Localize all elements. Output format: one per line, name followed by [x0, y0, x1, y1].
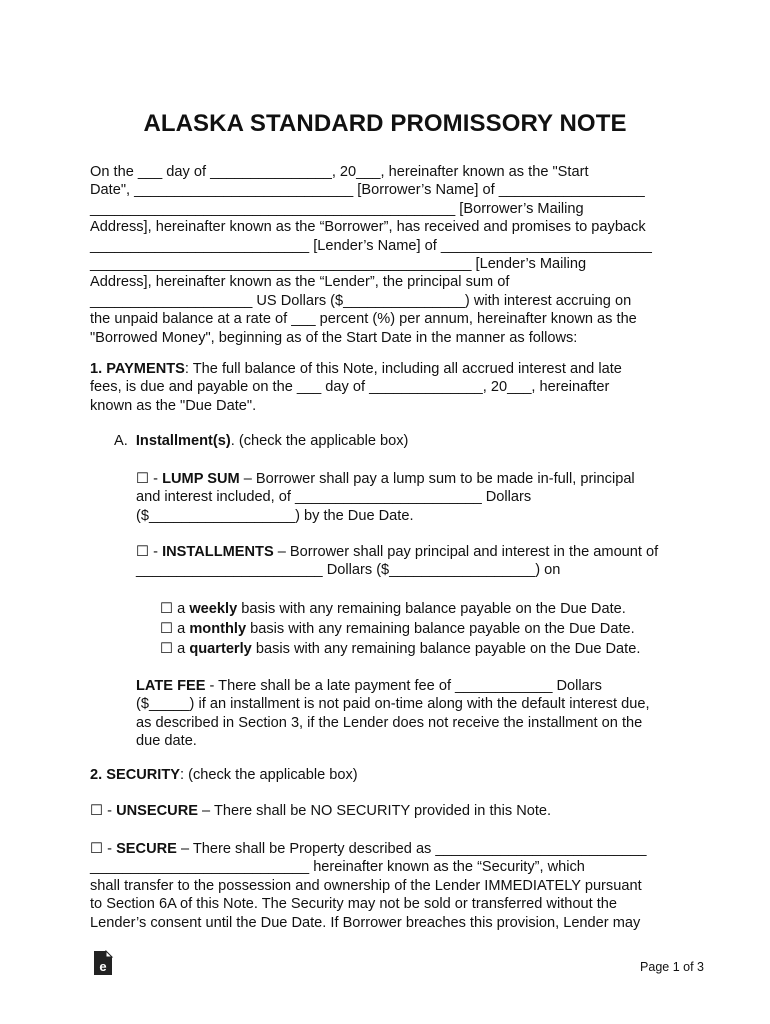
quarterly-checkbox[interactable]: ☐ — [160, 641, 174, 657]
lump-sum-text: and interest included, of _______________________ Dollars — [136, 489, 532, 506]
payments-heading: 1. PAYMENTS — [90, 361, 185, 377]
payments-text: : The full balance of this Note, including all accrued interest and late — [184, 361, 622, 377]
payments-text: fees, is due and payable on the ___ day of ______________, 20___, hereinafter — [90, 379, 610, 396]
unsecure-label: UNSECURE — [116, 803, 198, 819]
intro-line: _______________________________________________ [Lender’s Mailing — [90, 255, 587, 272]
intro-line: ____________________ US Dollars ($_______________) with interest accruing on — [90, 292, 632, 309]
weekly-checkbox[interactable]: ☐ — [160, 601, 174, 617]
intro-line: _____________________________________________ [Borrower’s Mailing — [90, 200, 584, 217]
lump-sum-option: ☐ - LUMP SUM – Borrower shall pay a lump sum to be made in-full, principal and interest included, of _______________________ Dollars ($__________________) by the Due Date. — [136, 470, 736, 525]
lump-sum-text: ($__________________) by the Due Date. — [136, 507, 414, 524]
intro-line: the unpaid balance at a rate of ___ percent (%) per annum, hereinafter known as the — [90, 311, 637, 328]
secure-text: to Section 6A of this Note. The Security may not be sold or transferred without the — [90, 896, 618, 913]
late-fee-label: LATE FEE — [136, 678, 206, 694]
document-title: ALASKA STANDARD PROMISSORY NOTE — [143, 110, 627, 137]
secure-text: – There shall be Property described as __________________________ — [176, 841, 647, 857]
installments-heading-row — [114, 432, 714, 450]
secure-option: ☐ - SECURE – There shall be Property described as __________________________ ___________________________ hereinafter known as the “Security”, which shall transfer to the possession and ownership of the Lender IMMEDIATELY pursuant to Section 6A of this Note. The Security may not be sold or transferred without the Lender’s consent until the Due Date. If Borrower breaches this provision, Lender may — [90, 840, 690, 932]
frequency-options — [160, 600, 760, 660]
installments-prefix: A. — [114, 433, 128, 449]
security-heading: 2. SECURITY — [90, 767, 181, 783]
payments-section — [90, 360, 690, 415]
late-fee-text: - There shall be a late payment fee of ____________ Dollars — [205, 678, 602, 694]
security-heading-text: : (check the applicable box) — [180, 767, 358, 783]
lump-sum-text: – Borrower shall pay a lump sum to be made in-full, principal — [239, 471, 635, 487]
installments-checkbox[interactable]: ☐ — [136, 544, 150, 560]
unsecure-option: ☐ - UNSECURE – There shall be NO SECURITY provided in this Note. — [90, 803, 552, 819]
lump-sum-label: LUMP SUM — [162, 471, 240, 487]
frequency-weekly: ☐ a weekly basis with any remaining balance payable on the Due Date. — [160, 601, 626, 617]
frequency-quarterly: ☐ a quarterly basis with any remaining balance payable on the Due Date. — [160, 641, 641, 657]
late-fee-section — [136, 677, 736, 751]
installments-text: – Borrower shall pay principal and interest in the amount of — [273, 544, 659, 560]
secure-text: Lender’s consent until the Due Date. If Borrower breaches this provision, Lender may — [90, 914, 641, 931]
intro-line: "Borrowed Money", beginning as of the Start Date in the manner as follows: — [90, 329, 578, 346]
svg-text:e: e — [99, 959, 107, 974]
late-fee-text: ($_____) if an installment is not paid on-time along with the default interest due, — [136, 696, 650, 713]
monthly-checkbox[interactable]: ☐ — [160, 621, 174, 637]
installments-text: _______________________ Dollars ($__________________) on — [136, 562, 561, 579]
installments-label: INSTALLMENTS — [162, 544, 274, 560]
installments-heading: Installment(s) — [135, 433, 231, 449]
frequency-monthly: ☐ a monthly basis with any remaining balance payable on the Due Date. — [160, 621, 635, 637]
secure-text: shall transfer to the possession and ownership of the Lender IMMEDIATELY pursuant — [90, 877, 642, 894]
late-fee-text: due date. — [136, 733, 197, 750]
secure-label: SECURE — [116, 841, 177, 857]
unsecure-checkbox[interactable]: ☐ — [90, 803, 104, 819]
payments-text: known as the "Due Date". — [90, 397, 257, 414]
intro-line: Address], hereinafter known as the “Borrower”, has received and promises to payback — [90, 219, 646, 236]
intro-line: Address], hereinafter known as the “Lender”, the principal sum of — [90, 274, 510, 291]
secure-checkbox[interactable]: ☐ — [90, 841, 104, 857]
intro-paragraph — [90, 163, 690, 347]
installments-option: ☐ - INSTALLMENTS – Borrower shall pay principal and interest in the amount of _______________________ Dollars ($__________________) on — [136, 543, 736, 580]
installments-heading-text: . (check the applicable box) — [230, 433, 409, 449]
lump-sum-checkbox[interactable]: ☐ — [136, 471, 150, 487]
intro-line: Date", ___________________________ [Borrower’s Name] of __________________ — [90, 182, 645, 199]
security-heading-row — [90, 766, 690, 784]
page-number: Page 1 of 3 — [640, 960, 704, 974]
intro-line: ___________________________ [Lender’s Name] of __________________________ — [90, 237, 652, 254]
intro-line: On the ___ day of _______________, 20___, hereinafter known as the "Start — [90, 164, 589, 180]
secure-text: ___________________________ hereinafter known as the “Security”, which — [90, 859, 585, 876]
late-fee-text: as described in Section 3, if the Lender does not receive the installment on the — [136, 714, 643, 731]
eforms-logo-icon — [92, 950, 114, 976]
unsecure-text: – There shall be NO SECURITY provided in this Note. — [197, 803, 552, 819]
